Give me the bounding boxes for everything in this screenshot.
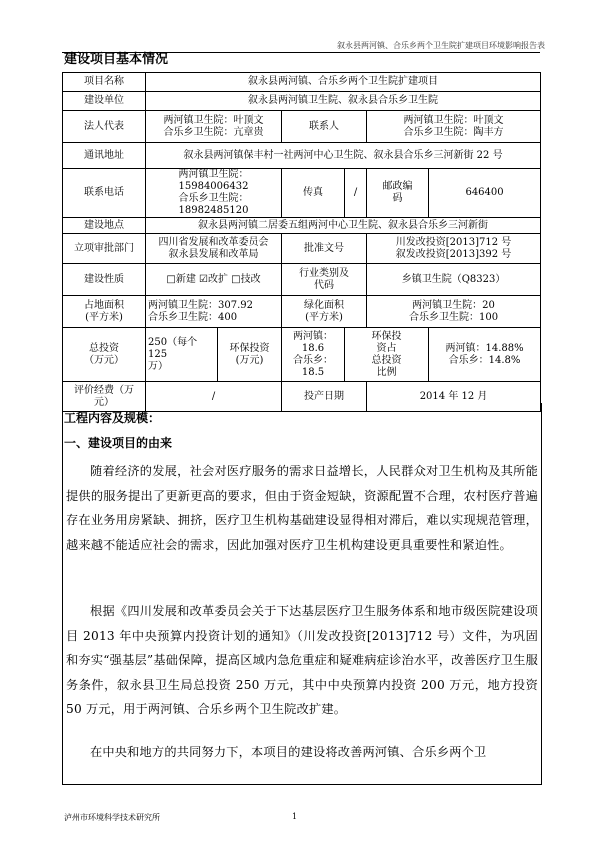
row-location <box>63 218 541 234</box>
label-eval-fee: 评价经费（万 元） <box>63 382 146 412</box>
page-number: 1 <box>292 812 298 821</box>
label-start-date: 投产日期 <box>282 382 367 412</box>
footer-org: 泸州市环境科学技术研究所 <box>64 813 160 822</box>
value-green-area: 两河镇卫生院：20 合乐乡卫生院：100 <box>367 296 541 328</box>
label-env-ratio: 环保投 资占 总投资 比例 <box>345 328 429 382</box>
label-location: 建设地点 <box>63 218 146 234</box>
value-address: 叙永县两河镇保丰村一社两河中心卫生院、叙永县合乐乡三河新街 22 号 <box>146 143 541 169</box>
paragraph-background: 随着经济的发展，社会对医疗服务的需求日益增长，人民群众对卫生机构及其所能提供的服务提出了更新更高的要求，但由于资金短缺，资源配置不合理，农村医疗普遍存在业务用房紧缺、拥挤，医疗卫生机构基础建设显得相对滞后，难以实现规范管理，越来越不能适应社会的需求，因此加强对医疗卫生机构建设更具重要性和紧迫性。 <box>66 464 538 552</box>
legal-rep-lianghe: 两河镇卫生院：叶顶文 <box>163 114 264 126</box>
row-builder <box>63 92 541 111</box>
label-address: 通讯地址 <box>63 143 146 169</box>
label-total-investment: 总投资 （万元） <box>63 328 146 382</box>
value-contact <box>367 111 541 143</box>
label-approval-no: 批准文号 <box>282 234 367 264</box>
row-approval <box>63 234 541 264</box>
label-project-name: 项目名称 <box>63 73 146 92</box>
value-nature: □新建 ☑改扩 □技改 <box>146 264 282 296</box>
section-title: 建设项目基本情况 <box>64 52 169 67</box>
content-heading: 工程内容及规模： <box>64 411 161 425</box>
contact-hele: 合乐乡卫生院：陶丰方 <box>403 126 504 138</box>
label-legal-rep: 法人代表 <box>63 111 146 143</box>
label-land-area: 占地面积 (平方米) <box>63 296 146 328</box>
value-legal-rep <box>146 111 282 143</box>
value-total-investment: 250（每个 125 万） <box>146 328 218 382</box>
label-fax: 传真 <box>282 169 345 218</box>
phone-lianghe: 两河镇卫生院：15984006432 <box>178 169 249 192</box>
label-contact: 联系人 <box>282 111 367 143</box>
paragraph-continuation: 在中央和地方的共同努力下，本项目的建设将改善两河镇、合乐乡两个卫 <box>90 745 487 759</box>
value-phone <box>146 169 282 218</box>
row-legal-rep <box>63 111 541 143</box>
row-phone <box>63 169 541 218</box>
value-land-area: 两河镇卫生院：307.92 合乐乡卫生院：400 <box>146 296 282 328</box>
row-address <box>63 143 541 169</box>
running-header: 叙永县两河镇、合乐乡两个卫生院扩建项目环境影响报告表 <box>337 41 545 50</box>
phone-hele: 合乐乡卫生院：18982485120 <box>178 193 249 216</box>
value-industry: 乡镇卫生院（Q8323） <box>367 264 541 296</box>
paragraph-basis: 根据《四川发展和改革委员会关于下达基层医疗卫生服务体系和地市级医院建设项目 2013 年中央预算内投资计划的通知》（川发改投资[2013]712 号）文件，为巩固和夯实“强基层”基础保障，提高区域内急危重症和疑难病症诊治水平，改善医疗卫生服务条件，叙永县卫生局总投资 250 万元，其中中央预算内投资 200 万元，地方投资 50 万元，用于两河镇、合乐乡两个卫生院改扩建。 <box>66 604 538 716</box>
label-nature: 建设性质 <box>63 264 146 296</box>
contact-lianghe: 两河镇卫生院：叶顶文 <box>403 114 504 126</box>
label-env-investment: 环保投资 (万元) <box>218 328 282 382</box>
value-approval-no: 川发改投资[2013]712 号 叙发改投资[2013]392 号 <box>367 234 541 264</box>
value-location: 叙永县两河镇二居委五组两河中心卫生院、叙永县合乐乡三河新街 <box>146 218 541 234</box>
label-green-area: 绿化面积 (平方米) <box>282 296 367 328</box>
label-phone: 联系电话 <box>63 169 146 218</box>
row-area <box>63 296 541 328</box>
value-approval-dept: 四川省发展和改革委员会 叙永县发展和改革局 <box>146 234 282 264</box>
value-env-ratio: 两河镇：14.88% 合乐乡：14.8% <box>429 328 541 382</box>
value-env-investment: 两河镇：18.6 合乐乡：18.5 <box>282 328 345 382</box>
value-project-name: 叙永县两河镇、合乐乡两个卫生院扩建项目 <box>146 73 541 92</box>
row-project-name <box>63 73 541 92</box>
label-approval-dept: 立项审批部门 <box>63 234 146 264</box>
basic-info-table <box>62 72 541 412</box>
row-nature <box>63 264 541 296</box>
label-industry: 行业类别及 代码 <box>282 264 367 296</box>
label-builder: 建设单位 <box>63 92 146 111</box>
subsection-heading: 一、建设项目的由来 <box>64 436 173 450</box>
value-fax: / <box>345 169 367 218</box>
value-postcode: 646400 <box>429 169 541 218</box>
value-start-date: 2014 年 12 月 <box>367 382 541 412</box>
label-postcode: 邮政编 码 <box>367 169 429 218</box>
row-investment <box>63 328 541 382</box>
legal-rep-hele: 合乐乡卫生院：亢章贵 <box>163 126 264 138</box>
value-eval-fee: / <box>146 382 282 412</box>
value-builder: 叙永县两河镇卫生院、叙永县合乐乡卫生院 <box>146 92 541 111</box>
